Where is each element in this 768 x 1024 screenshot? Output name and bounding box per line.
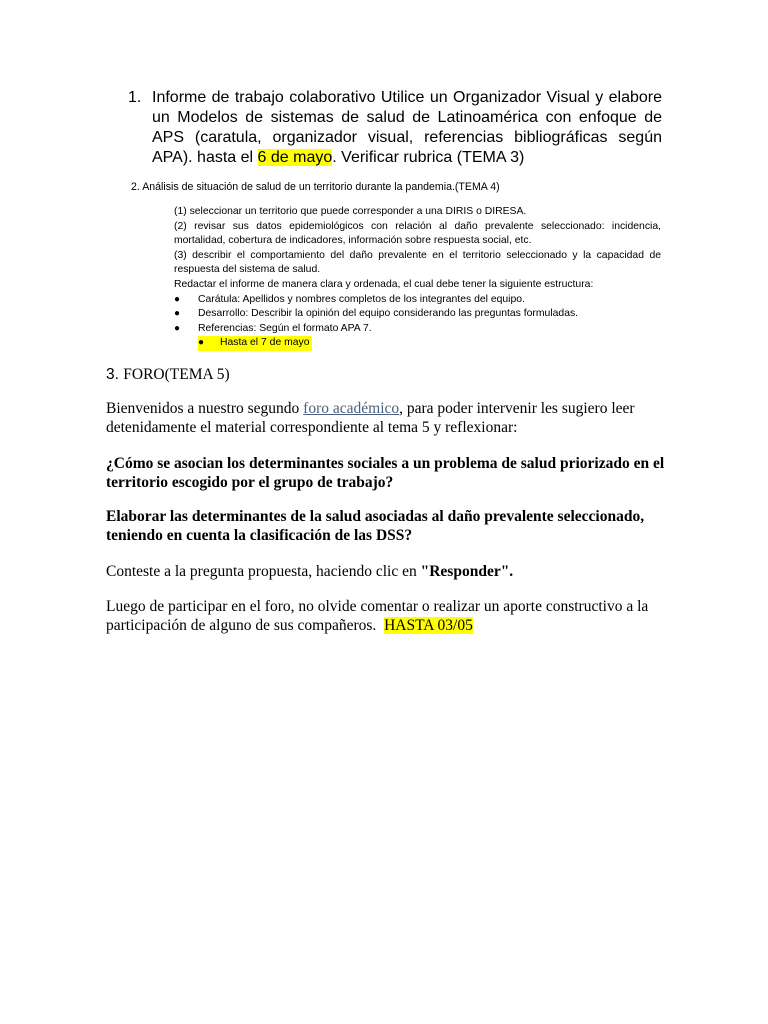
task-1: [128, 88, 662, 168]
forum-welcome-text-after: , para poder intervenir les sugiero leer detenidamente el material correspondiente al tema 5 y reflexionar:: [106, 400, 635, 436]
task-1-text: [152, 88, 662, 168]
bullet-icon: ●: [174, 293, 181, 305]
task-3-heading-text: FORO(TEMA 5): [123, 366, 230, 383]
list-item-text: Carátula: Apellidos y nombres completos de los integrantes del equipo.: [198, 293, 525, 305]
task-2-structure-list: [174, 293, 661, 351]
task-2-body: [174, 205, 661, 351]
task-1-text-before: Informe de trabajo colaborativo Utilice un Organizador Visual y elabore un Modelos de sistemas de salud de Latinoamérica con enfoque de APS (caratula, organizador visual, referencias bibliográficas según APA). hasta el: [152, 89, 662, 166]
bullet-icon: ●: [174, 322, 181, 334]
list-item-text: Hasta el 7 de mayo: [220, 337, 310, 349]
list-item: [174, 322, 661, 337]
task-3-number: 3.: [106, 366, 119, 383]
answer-instruction-text: Conteste a la pregunta propuesta, haciendo clic en: [106, 563, 417, 580]
task-1-number: 1.: [128, 89, 142, 106]
forum-welcome: [106, 399, 666, 437]
task-2-step: (1) seleccionar un territorio que puede corresponder a una DIRIS o DIRESA.: [174, 206, 527, 217]
forum-link[interactable]: foro académico: [303, 400, 400, 417]
task-2-step: (2) revisar sus datos epidemiológicos con relación al daño prevalente seleccionado: incidencia, mortalidad, cobertura de indicadores, información sobre respuesta social, etc.: [174, 220, 661, 247]
task-1-text-after: . Verificar rubrica (TEMA 3): [332, 149, 525, 166]
task-3-heading: [106, 365, 230, 385]
list-item: [174, 307, 661, 322]
list-item: [174, 293, 661, 308]
task-2-intro: Redactar el informe de manera clara y ordenada, el cual debe tener la siguiente estructura:: [174, 278, 594, 290]
forum-deadline-highlight: HASTA 03/05: [384, 617, 473, 634]
responder-label: "Responder".: [420, 563, 514, 580]
task-2-step: (3) describir el comportamiento del daño prevalente en el territorio seleccionado y la capacidad de respuesta del sistema de salud.: [174, 249, 661, 276]
forum-question-1: ¿Cómo se asocian los determinantes sociales a un problema de salud priorizado en el territorio escogido por el grupo de trabajo?: [106, 455, 665, 491]
bullet-icon: ●: [174, 308, 181, 320]
forum-closing: [106, 597, 666, 635]
closing-text: Luego de participar en el foro, no olvide comentar o realizar un aporte constructivo a la participación de alguno de sus compañeros.: [106, 598, 649, 634]
list-item: [174, 336, 661, 351]
forum-answer-instruction: [106, 562, 666, 581]
bullet-icon: ●: [198, 337, 205, 349]
forum-question-2: Elaborar las determinantes de la salud asociadas al daño prevalente seleccionado, teniendo en cuenta la clasificación de las DSS?: [106, 508, 645, 544]
list-item-text: Desarrollo: Describir la opinión del equipo considerando las preguntas formuladas.: [198, 308, 579, 320]
forum-welcome-text: Bienvenidos a nuestro segundo: [106, 400, 300, 417]
deadline-highlight: [198, 336, 312, 351]
task-2-title: 2. Análisis de situación de salud de un territorio durante la pandemia.(TEMA 4): [131, 181, 500, 193]
task-1-deadline-highlight: 6 de mayo: [257, 149, 333, 166]
list-item-text: Referencias: Según el formato APA 7.: [198, 322, 372, 334]
